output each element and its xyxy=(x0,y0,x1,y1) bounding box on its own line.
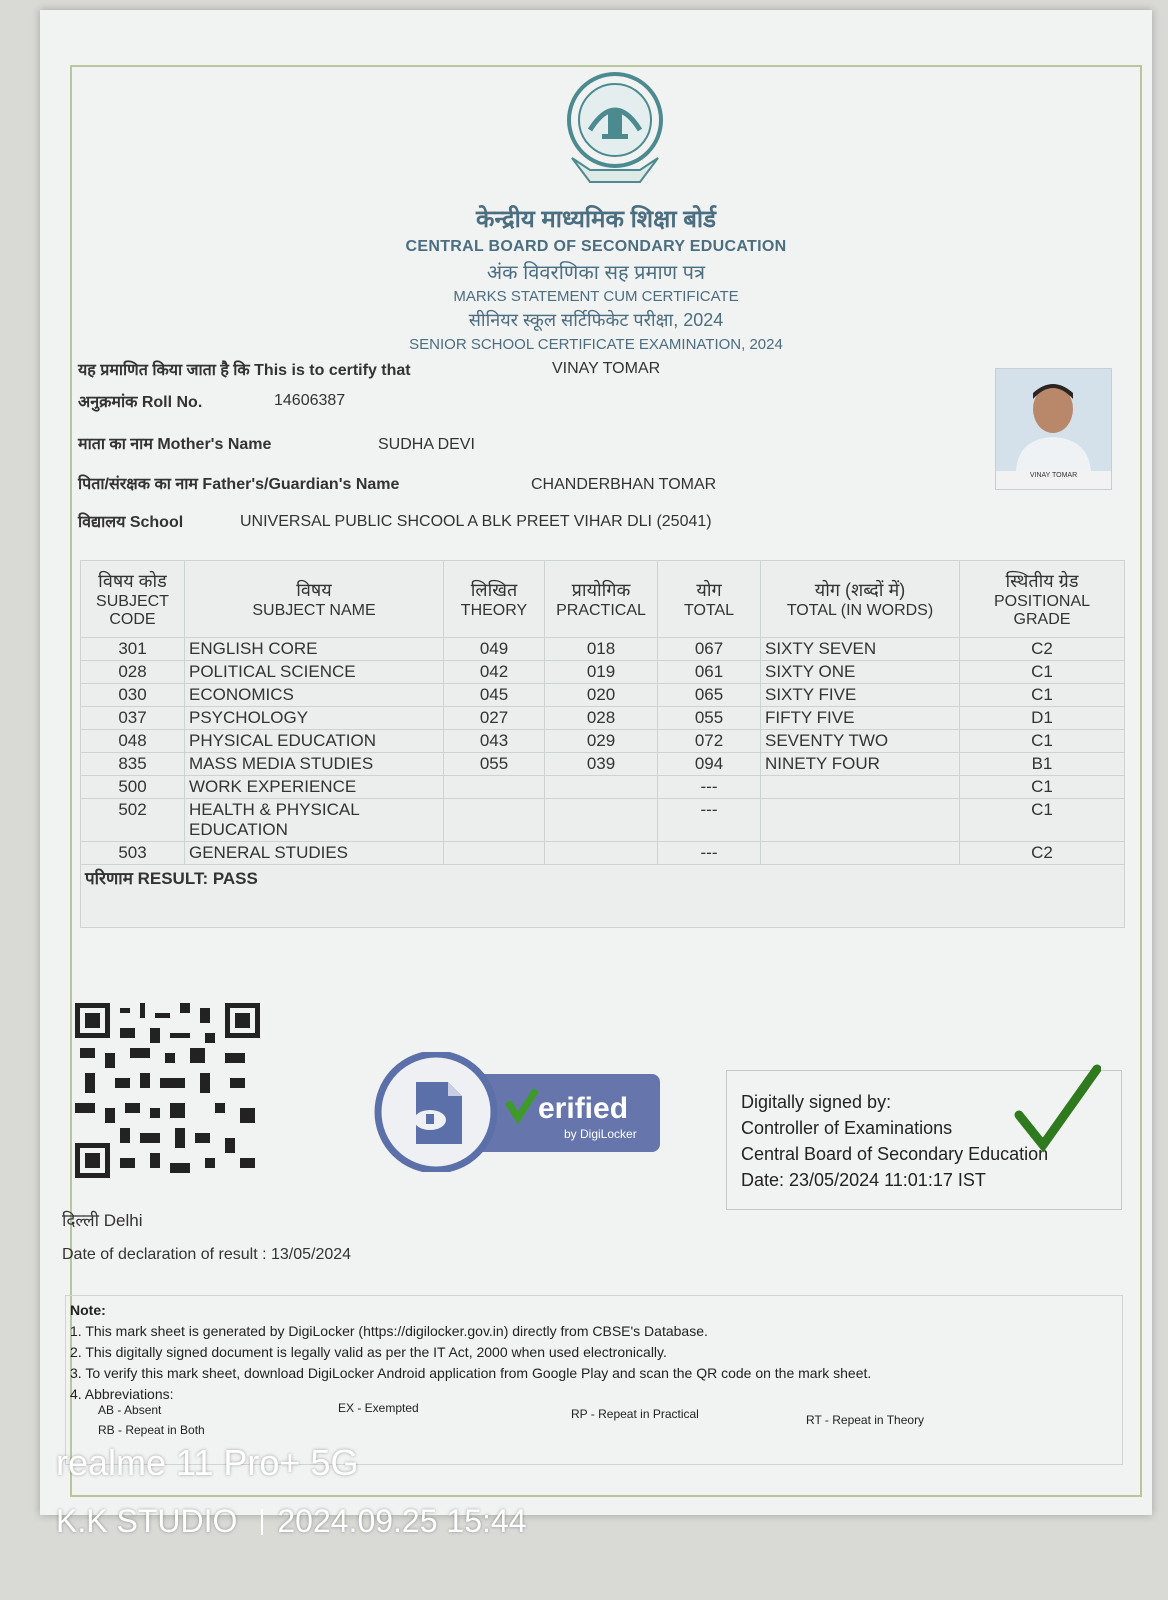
theory-marks: 043 xyxy=(444,730,545,753)
positional-grade: C1 xyxy=(960,799,1125,842)
practical-marks: 018 xyxy=(545,638,658,661)
total-in-words: SIXTY SEVEN xyxy=(761,638,960,661)
header-total-words xyxy=(761,561,960,638)
theory-marks xyxy=(444,799,545,842)
signature-line: Digitally signed by: xyxy=(741,1092,892,1112)
positional-grade: C2 xyxy=(960,638,1125,661)
header-total xyxy=(658,561,761,638)
table-row xyxy=(81,842,1125,865)
verified-by-text: by DigiLocker xyxy=(564,1127,637,1141)
practical-marks xyxy=(545,799,658,842)
photo-timestamp: 2024.09.25 15:44 xyxy=(277,1503,527,1539)
abbreviation-item: EX - Exempted xyxy=(338,1401,419,1415)
theory-marks: 027 xyxy=(444,707,545,730)
total-in-words xyxy=(761,776,960,799)
digilocker-verified-badge xyxy=(374,1052,664,1172)
total-marks: 072 xyxy=(658,730,761,753)
total-in-words: FIFTY FIVE xyxy=(761,707,960,730)
studio-name: K.K STUDIO xyxy=(56,1503,238,1539)
total-in-words: SIXTY ONE xyxy=(761,661,960,684)
subject-name: ECONOMICS xyxy=(185,684,444,707)
positional-grade: C2 xyxy=(960,842,1125,865)
practical-marks: 028 xyxy=(545,707,658,730)
practical-marks xyxy=(545,776,658,799)
theory-marks: 042 xyxy=(444,661,545,684)
subject-name: ENGLISH CORE xyxy=(185,638,444,661)
photo-caption: VINAY TOMAR xyxy=(996,471,1111,489)
header-practical xyxy=(545,561,658,638)
table-row xyxy=(81,730,1125,753)
positional-grade: D1 xyxy=(960,707,1125,730)
abbreviation-item: RT - Repeat in Theory xyxy=(806,1413,925,1427)
declaration-date: Date of declaration of result : 13/05/2024 xyxy=(62,1246,352,1263)
board-name-english: CENTRAL BOARD OF SECONDARY EDUCATION xyxy=(405,238,787,255)
abbreviation-item: RP - Repeat in Practical xyxy=(571,1407,699,1421)
header-hindi: विषय xyxy=(296,580,332,600)
student-name: VINAY TOMAR xyxy=(552,360,661,377)
positional-grade: C1 xyxy=(960,730,1125,753)
watermark-separator xyxy=(261,1509,263,1535)
student-photo xyxy=(995,368,1112,490)
total-in-words xyxy=(761,799,960,842)
statement-title-english: MARKS STATEMENT CUM CERTIFICATE xyxy=(453,288,739,305)
theory-marks: 055 xyxy=(444,753,545,776)
total-marks: --- xyxy=(658,842,761,865)
header-english: THEORY xyxy=(460,602,528,619)
digital-signature-box xyxy=(726,1070,1122,1210)
table-row xyxy=(81,799,1125,842)
note-item: 3. To verify this mark sheet, download DigiLocker Android application from Google Play and scan the QR code on the mark sheet. xyxy=(70,1365,872,1381)
signature-line: Controller of Examinations xyxy=(741,1118,953,1138)
total-in-words: SIXTY FIVE xyxy=(761,684,960,707)
cbse-emblem-icon xyxy=(560,70,670,200)
total-marks: 067 xyxy=(658,638,761,661)
school-name: UNIVERSAL PUBLIC SHCOOL A BLK PREET VIHAR DLI (25041) xyxy=(240,513,712,530)
subject-code: 500 xyxy=(81,776,185,799)
subject-name: PSYCHOLOGY xyxy=(185,707,444,730)
roll-number-label: अनुक्रमांक Roll No. xyxy=(78,394,203,411)
signature-line: Central Board of Secondary Education xyxy=(741,1144,1049,1164)
practical-marks: 020 xyxy=(545,684,658,707)
statement-title-hindi: अंक विवरणिका सह प्रमाण पत्र xyxy=(486,262,706,284)
note-section xyxy=(65,1295,1123,1465)
exam-title-english: SENIOR SCHOOL CERTIFICATE EXAMINATION, 2024 xyxy=(409,336,783,353)
practical-marks xyxy=(545,842,658,865)
person-icon xyxy=(996,369,1111,471)
header-english: TOTAL (IN WORDS) xyxy=(786,602,934,619)
header-english: POSITIONAL GRADE xyxy=(993,593,1091,628)
header-positional-grade xyxy=(960,561,1125,638)
note-title: Note: xyxy=(70,1302,106,1318)
result-row xyxy=(81,865,1125,928)
verified-text: erified xyxy=(538,1092,629,1125)
header-theory xyxy=(444,561,545,638)
total-marks: --- xyxy=(658,776,761,799)
mother-name: SUDHA DEVI xyxy=(378,436,475,453)
header-hindi: प्रायोगिक xyxy=(571,580,631,600)
abbreviation-item: RB - Repeat in Both xyxy=(98,1423,205,1437)
marks-table-header xyxy=(81,561,1125,638)
exam-title-hindi: सीनियर स्कूल सर्टिफिकेट परीक्षा, 2024 xyxy=(468,310,724,330)
verified-badge-icon xyxy=(374,1052,664,1172)
header-english: TOTAL xyxy=(683,602,735,619)
theory-marks xyxy=(444,842,545,865)
practical-marks: 029 xyxy=(545,730,658,753)
abbreviation-item: AB - Absent xyxy=(98,1403,162,1417)
subject-name: PHYSICAL EDUCATION xyxy=(185,730,444,753)
table-row xyxy=(81,776,1125,799)
total-marks: --- xyxy=(658,799,761,842)
practical-marks: 019 xyxy=(545,661,658,684)
place-of-issue: दिल्ली Delhi xyxy=(62,1211,143,1230)
subject-code: 048 xyxy=(81,730,185,753)
subject-name: MASS MEDIA STUDIES xyxy=(185,753,444,776)
father-name-label: पिता/संरक्षक का नाम Father's/Guardian's Name xyxy=(78,476,400,493)
total-in-words: NINETY FOUR xyxy=(761,753,960,776)
positional-grade: C1 xyxy=(960,684,1125,707)
header-subject-name xyxy=(185,561,444,638)
board-name-hindi: केन्द्रीय माध्यमिक शिक्षा बोर्ड xyxy=(476,206,716,233)
positional-grade: B1 xyxy=(960,753,1125,776)
table-row xyxy=(81,707,1125,730)
table-row xyxy=(81,684,1125,707)
father-name: CHANDERBHAN TOMAR xyxy=(531,476,717,493)
theory-marks: 045 xyxy=(444,684,545,707)
subject-code: 835 xyxy=(81,753,185,776)
total-marks: 061 xyxy=(658,661,761,684)
camera-watermark-device: realme 11 Pro+ 5G xyxy=(56,1442,359,1483)
practical-marks: 039 xyxy=(545,753,658,776)
subject-code: 301 xyxy=(81,638,185,661)
header-subject-code xyxy=(81,561,185,638)
subject-name: HEALTH & PHYSICAL EDUCATION xyxy=(185,799,444,842)
table-row xyxy=(81,661,1125,684)
header-english: SUBJECT CODE xyxy=(96,593,169,628)
roll-number: 14606387 xyxy=(274,392,346,409)
mother-name-label: माता का नाम Mother's Name xyxy=(78,436,272,453)
subject-code: 502 xyxy=(81,799,185,842)
total-marks: 065 xyxy=(658,684,761,707)
header-english: SUBJECT NAME xyxy=(252,602,376,619)
total-marks: 094 xyxy=(658,753,761,776)
subject-name: GENERAL STUDIES xyxy=(185,842,444,865)
header-hindi: लिखित xyxy=(470,580,518,600)
header-hindi: योग xyxy=(696,580,722,600)
subject-code: 028 xyxy=(81,661,185,684)
total-in-words: SEVENTY TWO xyxy=(761,730,960,753)
header-hindi: स्थितीय ग्रेड xyxy=(1005,571,1079,591)
header-hindi: विषय कोड xyxy=(98,571,167,591)
header-english: PRACTICAL xyxy=(556,602,646,619)
theory-marks: 049 xyxy=(444,638,545,661)
subject-name: POLITICAL SCIENCE xyxy=(185,661,444,684)
table-row xyxy=(81,638,1125,661)
marks-statement-document xyxy=(40,10,1152,1515)
positional-grade: C1 xyxy=(960,661,1125,684)
subject-name: WORK EXPERIENCE xyxy=(185,776,444,799)
school-label: विद्यालय School xyxy=(78,514,184,531)
result-status: परिणाम RESULT: PASS xyxy=(81,865,1125,928)
qr-code-icon xyxy=(75,1003,260,1178)
theory-marks xyxy=(444,776,545,799)
table-row xyxy=(81,753,1125,776)
positional-grade: C1 xyxy=(960,776,1125,799)
subject-code: 030 xyxy=(81,684,185,707)
header-hindi: योग (शब्दों में) xyxy=(814,580,906,600)
certify-label: यह प्रमाणित किया जाता है कि This is to certify that xyxy=(78,362,411,379)
marks-table xyxy=(80,560,1125,928)
total-in-words xyxy=(761,842,960,865)
note-item: 1. This mark sheet is generated by DigiLocker (https://digilocker.gov.in) directly from CBSE's Database. xyxy=(70,1323,708,1339)
signature-date: Date: 23/05/2024 11:01:17 IST xyxy=(741,1170,986,1190)
note-item: 2. This digitally signed document is legally valid as per the IT Act, 2000 when used electronically. xyxy=(70,1344,667,1360)
checkmark-icon xyxy=(1011,1063,1101,1153)
camera-watermark-studio xyxy=(56,1503,526,1540)
subject-code: 503 xyxy=(81,842,185,865)
subject-code: 037 xyxy=(81,707,185,730)
note-item: 4. Abbreviations: xyxy=(70,1386,174,1402)
total-marks: 055 xyxy=(658,707,761,730)
